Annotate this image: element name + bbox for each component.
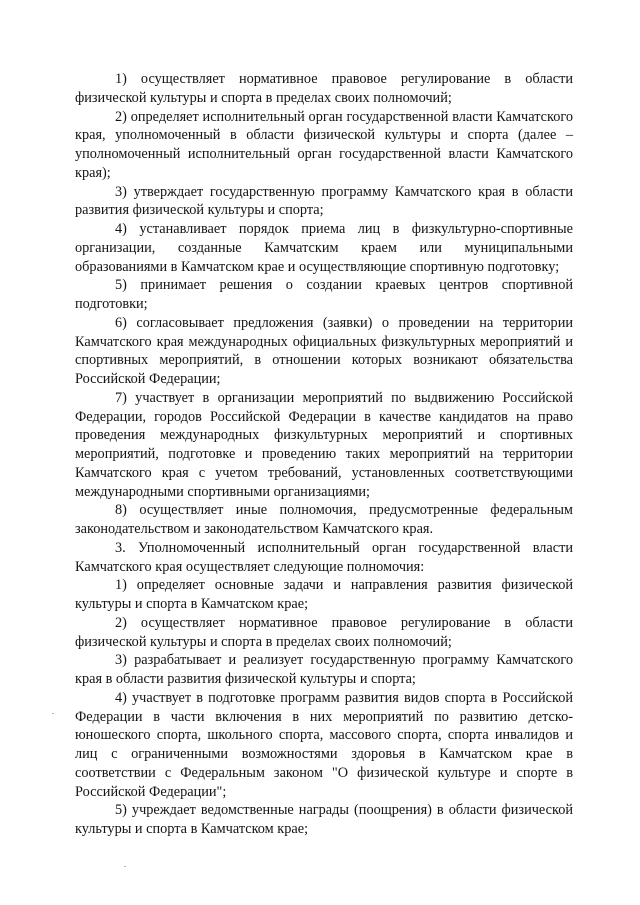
paragraph-1-1: 1) осуществляет нормативное правовое регулирование в области физической культуры и спорта в пределах своих полномочий; [75,71,573,106]
paragraph-1-7: 7) участвует в организации мероприятий по выдвижению Российской Федерации, городов Российской Федерации в качестве кандидатов на право проведения международных физкультурных мероприятий и спортивных мероприятий, подготовке и проведению таких мероприятий на территории Камчатского края с учетом требований, установленных соответствующими международными спортивными организациями; [75,389,573,500]
section-3-heading: 3. Уполномоченный исполнительный орган государственной власти Камчатского края осуществляет следующие полномочия: [75,539,573,575]
paragraph-3-4: 4) участвует в подготовке программ развития видов спорта в Российской Федерации в части включения в них мероприятий по развитию детско-юношеского спорта, школьного спорта, массового спорта, спорта инвалидов и лиц с ограниченными возможностями здоровья в Камчатском крае в соответствии с Федеральным законом "О физической культуре и спорте в Российской Федерации"; [75,689,573,800]
paragraph-1-4: 4) устанавливает порядок приема лиц в физкультурно-спортивные организации, созданные Камчатским краем или муниципальными образованиями в Камчатском крае и осуществляющие спортивную подготовку; [75,221,573,275]
paragraph-1-3: 3) утверждает государственную программу Камчатского края в области развития физической культуры и спорта; [75,183,573,219]
paragraph-1-6: 6) согласовывает предложения (заявки) о проведении на территории Камчатского края международных официальных физкультурных мероприятий и спортивных мероприятий, в отношении которых возникают обязательства Российской Федерации; [75,314,573,387]
paragraph-1-2: 2) определяет исполнительный орган государственной власти Камчатского края, уполномоченный в области физической культуры и спорта (далее – уполномоченный исполнительный орган государственной власти Камчатского края); [75,108,573,181]
paragraph-3-5: 5) учреждает ведомственные награды (поощрения) в области физической культуры и спорта в Камчатском крае; [75,802,573,837]
paragraph-3-1: 1) определяет основные задачи и направления развития физической культуры и спорта в Камчатском крае; [75,577,573,612]
scan-dot [124,866,126,867]
paragraph-3-2: 2) осуществляет нормативное правовое регулирование в области физической культуры и спорта в пределах своих полномочий; [75,614,573,650]
paragraph-1-8: 8) осуществляет иные полномочия, предусмотренные федеральным законодательством и законодательством Камчатского края. [75,502,573,537]
paragraph-1-5: 5) принимает решения о создании краевых центров спортивной подготовки; [75,277,573,312]
document-body [75,70,573,839]
paragraph-3-3: 3) разрабатывает и реализует государственную программу Камчатского края в области развития физической культуры и спорта; [75,652,573,687]
scan-dot [52,713,54,714]
